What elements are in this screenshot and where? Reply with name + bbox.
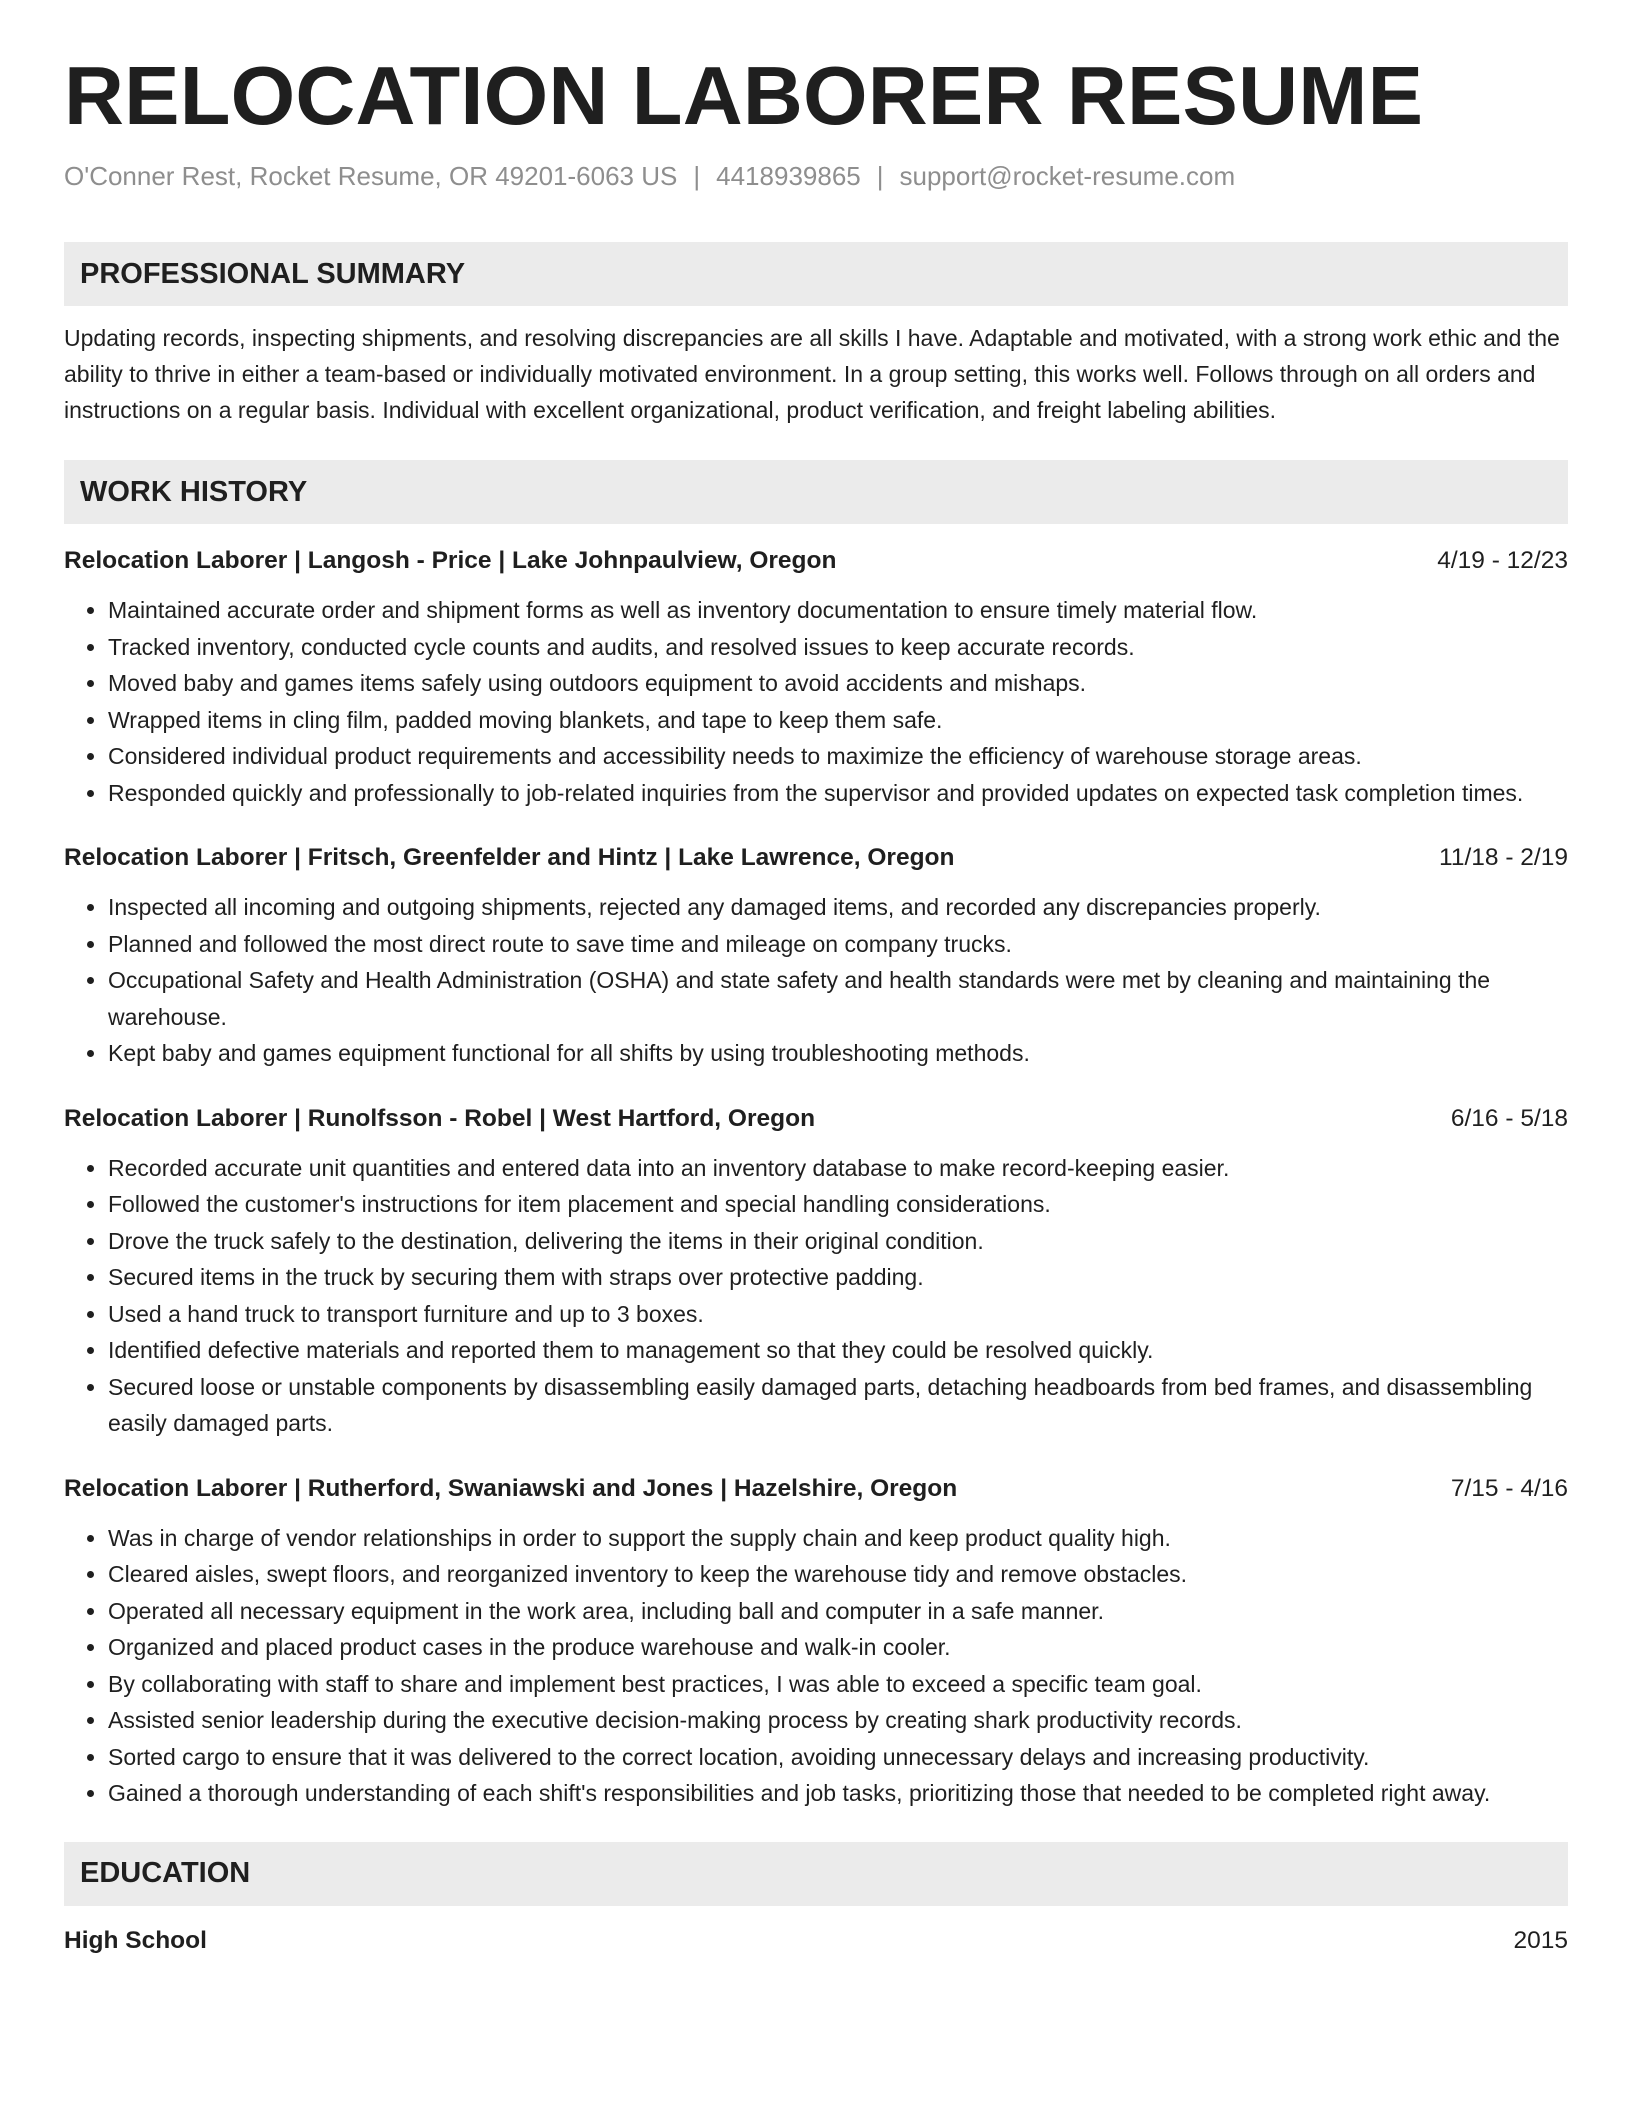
job-bullet: • Sorted cargo to ensure that it was delivered to the correct location, avoiding unnecessary delays and increasing productivity.: [108, 1739, 1568, 1776]
job-bullet: • Operated all necessary equipment in the work area, including ball and computer in a safe manner.: [108, 1593, 1568, 1630]
job-bullet-list: [64, 1150, 1568, 1442]
resume-title: RELOCATION LABORER RESUME: [64, 49, 1424, 142]
job-header: [64, 544, 1568, 578]
job-bullet-list: [64, 889, 1568, 1072]
job-bullet: • Recorded accurate unit quantities and entered data into an inventory database to make record-keeping easier.: [108, 1150, 1568, 1187]
job-bullet: • Organized and placed product cases in the produce warehouse and walk-in cooler.: [108, 1629, 1568, 1666]
job-bullet: • Responded quickly and professionally to job-related inquiries from the supervisor and provided updates on expected task completion times.: [108, 775, 1568, 812]
contact-address: O'Conner Rest, Rocket Resume, OR 49201-6063 US: [64, 161, 678, 192]
job-bullet: • Secured loose or unstable components by disassembling easily damaged parts, detaching headboards from bed frames, and disassembling easily damaged parts.: [108, 1369, 1568, 1442]
contact-line: [64, 161, 1568, 192]
education-degree: High School: [64, 1926, 207, 1954]
job-entry: [64, 1472, 1568, 1812]
job-bullet: • Assisted senior leadership during the executive decision-making process by creating shark productivity records.: [108, 1702, 1568, 1739]
job-bullet: • Was in charge of vendor relationships in order to support the supply chain and keep product quality high.: [108, 1520, 1568, 1557]
job-bullet: • Considered individual product requirements and accessibility needs to maximize the efficiency of warehouse storage areas.: [108, 738, 1568, 775]
job-bullet-list: [64, 1520, 1568, 1812]
job-title: Relocation Laborer | Langosh - Price | Lake Johnpaulview, Oregon: [64, 547, 837, 575]
job-bullet: • Followed the customer's instructions for item placement and special handling considerations.: [108, 1186, 1568, 1223]
job-header: [64, 1472, 1568, 1506]
job-bullet: • Used a hand truck to transport furniture and up to 3 boxes.: [108, 1296, 1568, 1333]
summary-text: Updating records, inspecting shipments, and resolving discrepancies are all skills I have. Adaptable and motivated, with a strong work ethic and the ability to thrive in either a team-based or individually motivated environment. In a group setting, this works well. Follows through on all orders and instructions on a regular basis. Individual with excellent organizational, product verification, and freight labeling abilities.: [64, 325, 1560, 424]
education-year: 2015: [1513, 1926, 1568, 1954]
job-title: Relocation Laborer | Fritsch, Greenfelder and Hintz | Lake Lawrence, Oregon: [64, 844, 955, 872]
job-bullet: • Tracked inventory, conducted cycle counts and audits, and resolved issues to keep accurate records.: [108, 629, 1568, 666]
job-title: Relocation Laborer | Rutherford, Swaniawski and Jones | Hazelshire, Oregon: [64, 1474, 958, 1502]
contact-separator: |: [876, 161, 884, 192]
job-entry: [64, 1102, 1568, 1442]
job-title: Relocation Laborer | Runolfsson - Robel | West Hartford, Oregon: [64, 1104, 816, 1132]
job-bullet: • Inspected all incoming and outgoing shipments, rejected any damaged items, and recorded any discrepancies properly.: [108, 889, 1568, 926]
contact-email: support@rocket-resume.com: [899, 161, 1236, 192]
job-bullet: • By collaborating with staff to share and implement best practices, I was able to exceed a specific team goal.: [108, 1666, 1568, 1703]
job-bullet: • Identified defective materials and reported them to management so that they could be resolved quickly.: [108, 1332, 1568, 1369]
contact-phone: 4418939865: [716, 161, 861, 192]
job-bullet: • Planned and followed the most direct route to save time and mileage on company trucks.: [108, 926, 1568, 963]
job-bullet: • Gained a thorough understanding of each shift's responsibilities and job tasks, prioritizing those that needed to be completed right away.: [108, 1775, 1568, 1812]
job-bullet: • Secured items in the truck by securing them with straps over protective padding.: [108, 1259, 1568, 1296]
job-bullet: • Wrapped items in cling film, padded moving blankets, and tape to keep them safe.: [108, 702, 1568, 739]
education-section-header: EDUCATION: [64, 1842, 1568, 1906]
job-bullet: • Moved baby and games items safely using outdoors equipment to avoid accidents and mishaps.: [108, 665, 1568, 702]
job-bullet: • Maintained accurate order and shipment forms as well as inventory documentation to ensure timely material flow.: [108, 592, 1568, 629]
job-header: [64, 841, 1568, 875]
summary-section-header: PROFESSIONAL SUMMARY: [64, 242, 1568, 306]
job-bullet: • Kept baby and games equipment functional for all shifts by using troubleshooting methods.: [108, 1035, 1568, 1072]
job-bullet: • Occupational Safety and Health Administration (OSHA) and state safety and health standards were met by cleaning and maintaining the warehouse.: [108, 962, 1568, 1035]
education-entry: [64, 1924, 1568, 1958]
job-dates: 11/18 - 2/19: [1439, 844, 1568, 872]
job-bullet-list: [64, 592, 1568, 811]
job-bullet: • Drove the truck safely to the destination, delivering the items in their original condition.: [108, 1223, 1568, 1260]
job-entry: [64, 544, 1568, 811]
job-dates: 7/15 - 4/16: [1450, 1474, 1568, 1502]
job-dates: 4/19 - 12/23: [1437, 547, 1568, 575]
job-dates: 6/16 - 5/18: [1450, 1104, 1568, 1132]
job-header: [64, 1102, 1568, 1136]
job-bullet: • Cleared aisles, swept floors, and reorganized inventory to keep the warehouse tidy and remove obstacles.: [108, 1556, 1568, 1593]
job-entry: [64, 841, 1568, 1072]
work-history-section-header: WORK HISTORY: [64, 460, 1568, 524]
contact-separator: |: [693, 161, 701, 192]
